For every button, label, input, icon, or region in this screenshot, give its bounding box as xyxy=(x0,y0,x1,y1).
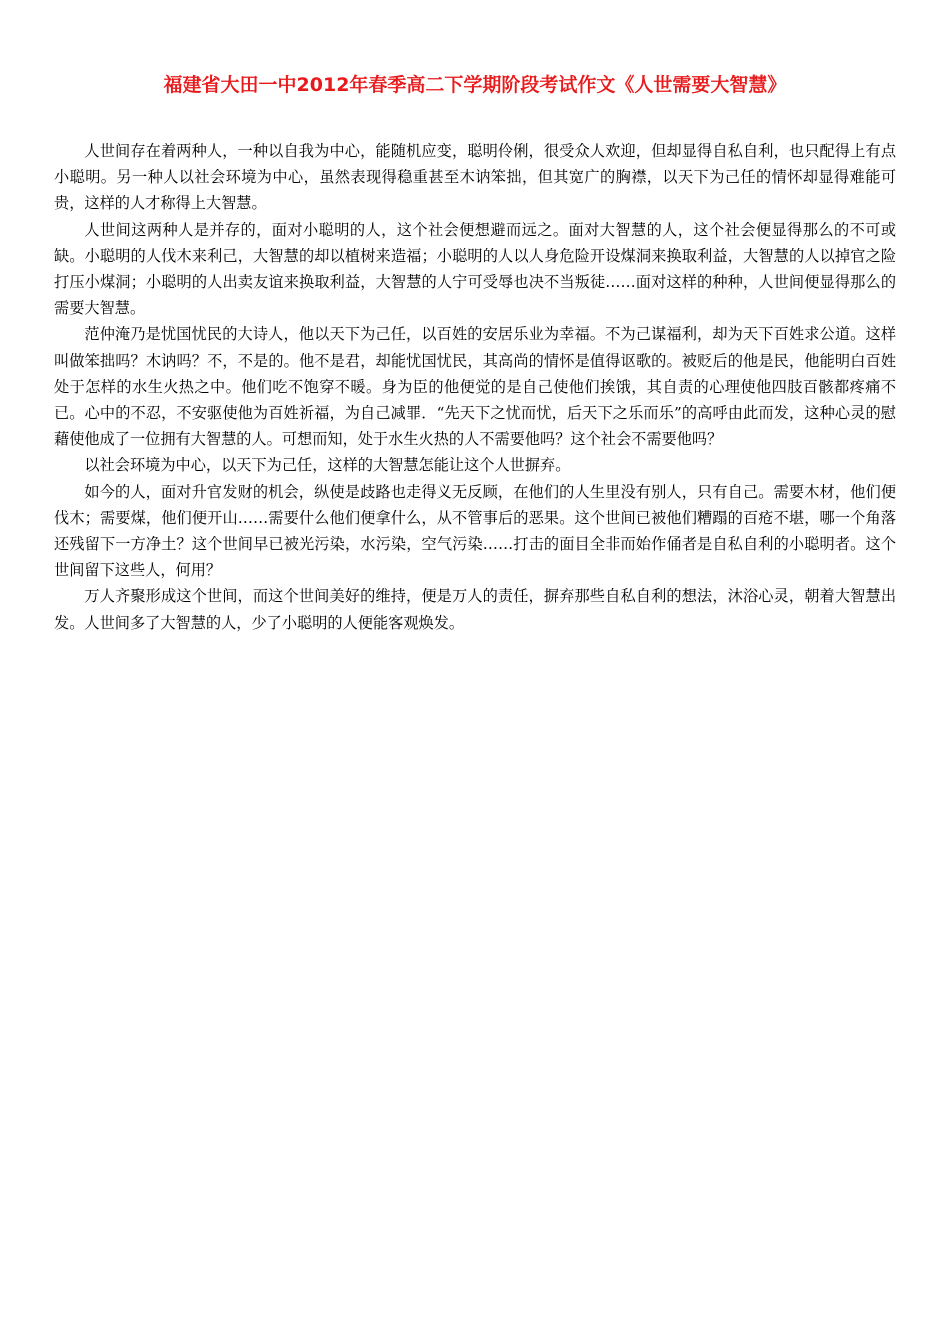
essay-body xyxy=(54,138,896,636)
paragraph-5: 如今的人，面对升官发财的机会，纵使是歧路也走得义无反顾，在他们的人生里没有别人，只有自己。需要木材，他们便伐木；需要煤，他们便开山……需要什么他们便拿什么，从不管事后的恶果。这个世间已被他们糟蹋的百疮不堪，哪一个角落还残留下一方净土？这个世间早已被光污染，水污染，空气污染……打击的面目全非而始作俑者是自私自利的小聪明者。这个世间留下这些人，何用？ xyxy=(54,482,896,580)
paragraph-2: 人世间这两种人是并存的，面对小聪明的人，这个社会便想避而远之。面对大智慧的人，这个社会便显得那么的不可或缺。小聪明的人伐木来利己，大智慧的却以植树来造福；小聪明的人以人身危险开设煤洞来换取利益，大智慧的人以掉官之险打压小煤洞；小聪明的人出卖友谊来换取利益，大智慧的人宁可受辱也决不当叛徒……面对这样的种种，人世间便显得那么的需要大智慧。 xyxy=(54,220,896,318)
paragraph-3: 范仲淹乃是忧国忧民的大诗人，他以天下为己任，以百姓的安居乐业为幸福。不为己谋福利，却为天下百姓求公道。这样叫做笨拙吗？木讷吗？不，不是的。他不是君，却能忧国忧民，其高尚的情怀是值得讴歌的。被贬后的他是民，他能明白百姓处于怎样的水生火热之中。他们吃不饱穿不暖。身为臣的他便觉的是自己使他们挨饿，其自责的心理使他四肢百骸都疼痛不已。心中的不忍，不安驱使他为百姓祈福，为自己减罪．“先天下之忧而忧，后天下之乐而乐”的高呼由此而发，这种心灵的慰藉使他成了一位拥有大智慧的人。可想而知，处于水生火热的人不需要他吗？这个社会不需要他吗？ xyxy=(54,325,896,449)
paragraph-1: 人世间存在着两种人，一种以自我为中心，能随机应变，聪明伶俐，很受众人欢迎，但却显得自私自利，也只配得上有点小聪明。另一种人以社会环境为中心，虽然表现得稳重甚至木讷笨拙，但其宽广的胸襟，以天下为己任的情怀却显得难能可贵，这样的人才称得上大智慧。 xyxy=(54,142,896,213)
paragraph-4: 以社会环境为中心，以天下为己任，这样的大智慧怎能让这个人世摒弃。 xyxy=(84,456,571,475)
paragraph-6: 万人齐聚形成这个世间，而这个世间美好的维持，便是万人的责任，摒弃那些自私自利的想法，沐浴心灵，朝着大智慧出发。人世间多了大智慧的人，少了小聪明的人便能客观焕发。 xyxy=(54,587,896,632)
document-title: 福建省大田一中2012年春季高二下学期阶段考试作文《人世需要大智慧》 xyxy=(163,74,787,96)
